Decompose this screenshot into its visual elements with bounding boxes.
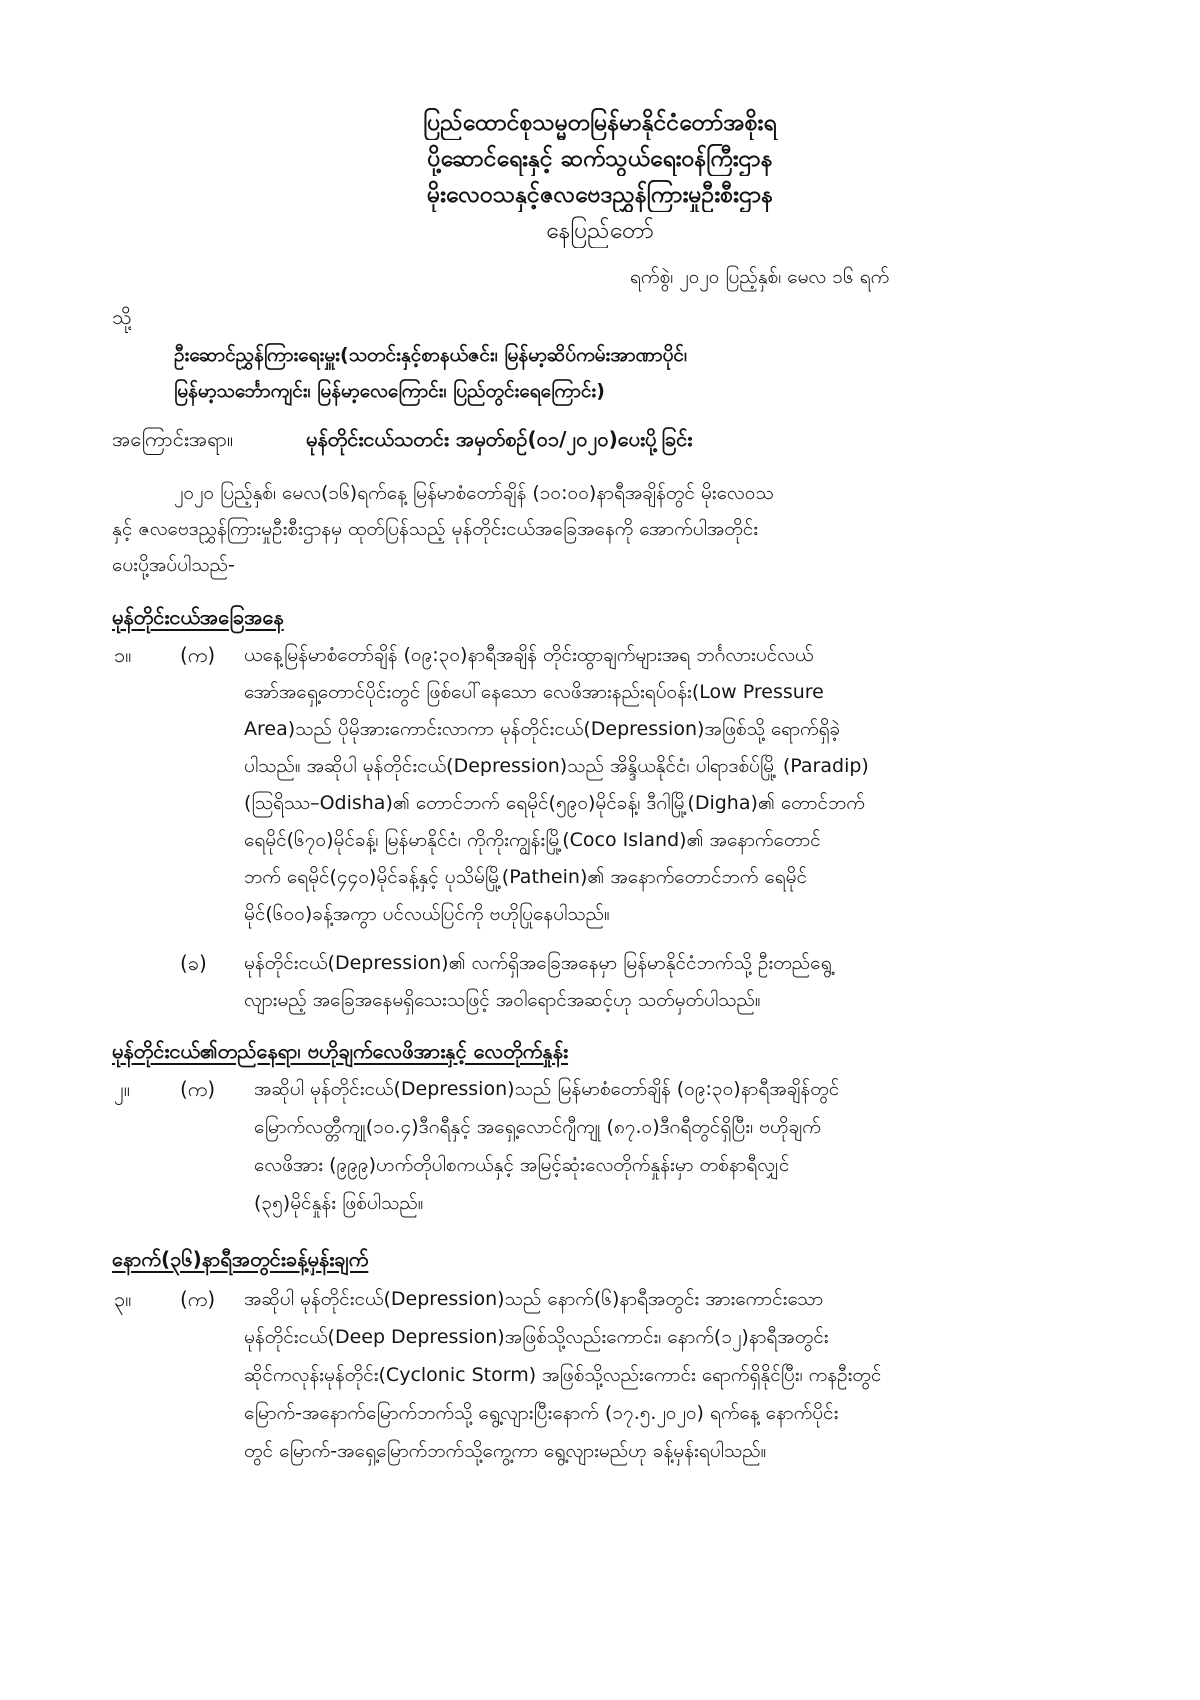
paragraph-line: မုန်တိုင်းငယ်(Deep Depression)အဖြစ်သို့လည်းကောင်း၊ နောက်(၁၂)နာရီအတွင်း — [244, 1326, 829, 1348]
paragraph-line: ဘက် ရေမိုင်(၄၄၀)မိုင်ခန့်နှင့် ပုသိမ်မြို့(Pathein)၏ အနောက်တောင်ဘက် ရေမိုင် — [244, 866, 808, 888]
section-2-number: ၂။ — [114, 1077, 130, 1101]
section-2-item-a-marker: (က) — [180, 1077, 216, 1101]
header-department: မိုးလေဝသနှင့်ဇလဗေဒညွှန်ကြားမှုဦးစီးဌာန — [426, 182, 774, 208]
recipient-line-1: ဦးဆောင်ညွှန်ကြားရေးမှူး(သတင်းနှင့်စာနယ်ဇင်း၊ မြန်မာ့ဆိပ်ကမ်းအာဏာပိုင်၊ — [174, 344, 687, 366]
intro-line-2: နှင့် ဇလဗေဒညွှန်ကြားမှုဦးစီးဌာနမှ ထုတ်ပြန်သည့် မုန်တိုင်းငယ်အခြေအနေကို အောက်ပါအတိုင်း — [112, 518, 759, 540]
paragraph-line: Area)သည် ပိုမိုအားကောင်းလာကာ မုန်တိုင်းငယ်(Depression)အဖြစ်သို့ ရောက်ရှိခဲ့ — [244, 718, 841, 740]
section-3-number: ၃။ — [114, 1287, 132, 1311]
paragraph-line: အဆိုပါ မုန်တိုင်းငယ်(Depression)သည် မြန်မာစံတော်ချိန် (၀၉:၃၀)နာရီအချိန်တွင် — [254, 1078, 840, 1100]
section-3-item-a-marker: (က) — [180, 1287, 216, 1311]
section-3-heading: နောက်(၃၆)နာရီအတွင်းခန့်မှန်းချက် — [112, 1247, 369, 1271]
paragraph-line: မြောက်လတ္တီကျု(၁၀.၄)ဒီဂရီနှင့် အရှေ့လောင်ဂျီကျု (၈၇.၀)ဒီဂရီတွင်ရှိပြီး၊ ဗဟိုချက် — [254, 1116, 821, 1138]
header-city: နေပြည်တော် — [546, 218, 654, 244]
section-1-number: ၁။ — [114, 643, 132, 667]
paragraph-line: လေဖိအား (၉၉၉)ဟက်တိုပါစကယ်နှင့် အမြင့်ဆုံးလေတိုက်နှုန်းမှာ တစ်နာရီလျှင် — [254, 1154, 790, 1176]
paragraph-line: ဆိုင်ကလုန်းမုန်တိုင်း(Cyclonic Storm) အဖြစ်သို့လည်းကောင်း ရောက်ရှိနိုင်ပြီး၊ ကနဦးတွင် — [244, 1364, 882, 1386]
paragraph-line: အဆိုပါ မုန်တိုင်းငယ်(Depression)သည် နောက်(၆)နာရီအတွင်း အားကောင်းသော — [244, 1288, 824, 1310]
subject-label: အကြောင်းအရာ။ — [112, 427, 234, 451]
paragraph-line: ယနေ့မြန်မာစံတော်ချိန် (၀၉:၃၀)နာရီအချိန် တိုင်းထွာချက်များအရ ဘင်္ဂလားပင်လယ် — [244, 644, 814, 666]
paragraph-line: မုန်တိုင်းငယ်(Depression)၏ လက်ရှိအခြေအနေမှာ မြန်မာနိုင်ငံဘက်သို့ ဦးတည်ရွေ့ — [244, 952, 832, 974]
header-government: ပြည်ထောင်စုသမ္မတမြန်မာနိုင်ငံတော်အစိုးရ — [423, 110, 777, 136]
section-1-item-b-marker: (ခ) — [180, 951, 207, 975]
paragraph-line: ပါသည်။ အဆိုပါ မုန်တိုင်းငယ်(Depression)သည် အိန္ဒိယနိုင်ငံ၊ ပါရာဒစ်ပ်မြို့ (Paradip) — [244, 755, 869, 777]
to-label: သို့ — [112, 305, 132, 329]
recipient-line-2: မြန်မာ့သင်္ဘောကျင်း၊ မြန်မာ့လေကြောင်း၊ ပြည်တွင်းရေကြောင်း) — [174, 380, 605, 402]
paragraph-line: (၃၅)မိုင်နှုန်း ဖြစ်ပါသည်။ — [254, 1192, 424, 1214]
paragraph-line: မိုင်(၆၀၀)ခန့်အကွာ ပင်လယ်ပြင်ကို ဗဟိုပြုနေပါသည်။ — [244, 903, 610, 925]
section-1-heading: မုန်တိုင်းငယ်အခြေအနေ — [112, 605, 284, 629]
header-ministry: ပို့ဆောင်ရေးနှင့် ဆက်သွယ်ရေးဝန်ကြီးဌာန — [427, 146, 773, 172]
section-2-heading: မုန်တိုင်းငယ်၏တည်နေရာ၊ ဗဟိုချက်လေဖိအားနှင့် လေတိုက်နှုန်း — [112, 1039, 569, 1063]
paragraph-line: (ဩရိဿ–Odisha)၏ တောင်ဘက် ရေမိုင်(၅၉၀)မိုင်ခန့်၊ ဒီဂါမြို့(Digha)၏ တောင်ဘက် — [244, 792, 865, 814]
intro-line-1: ၂၀၂၀ ပြည့်နှစ်၊ မေလ(၁၆)ရက်နေ့ မြန်မာစံတော်ချိန် (၁၀:၀၀)နာရီအချိန်တွင် မိုးလေဝသ — [174, 482, 774, 504]
subject-text: မုန်တိုင်းငယ်သတင်း အမှတ်စဉ်(၀၁/၂၀၂၀)ပေးပို့ခြင်း — [306, 427, 693, 451]
intro-line-3: ပေးပို့အပ်ပါသည်- — [112, 554, 235, 576]
paragraph-line: မြောက်-အနောက်မြောက်ဘက်သို့ ရွေ့လျားပြီးနောက် (၁၇.၅.၂၀၂၀) ရက်နေ့ နောက်ပိုင်း — [244, 1402, 839, 1424]
paragraph-line: တွင် မြောက်-အရှေ့မြောက်ဘက်သို့ကွေ့ကာ ရွေ့လျားမည်ဟု ခန့်မှန်းရပါသည်။ — [244, 1440, 767, 1462]
paragraph-line: လျားမည့် အခြေအနေမရှိသေးသဖြင့် အဝါရောင်အဆင့်ဟု သတ်မှတ်ပါသည်။ — [244, 989, 761, 1011]
section-1-item-a-marker: (က) — [180, 643, 216, 667]
paragraph-line: ရေမိုင်(၆၇၀)မိုင်ခန့်၊ မြန်မာနိုင်ငံ၊ ကိုကိုးကျွန်းမြို့(Coco Island)၏ အနောက်တောင် — [244, 829, 821, 851]
document-date: ရက်စွဲ၊ ၂၀၂၀ ပြည့်နှစ်၊ မေလ ၁၆ ရက် — [630, 266, 890, 288]
paragraph-line: အော်အရှေ့တောင်ပိုင်းတွင် ဖြစ်ပေါ်နေသော လေဖိအားနည်းရပ်ဝန်း(Low Pressure — [244, 681, 824, 703]
